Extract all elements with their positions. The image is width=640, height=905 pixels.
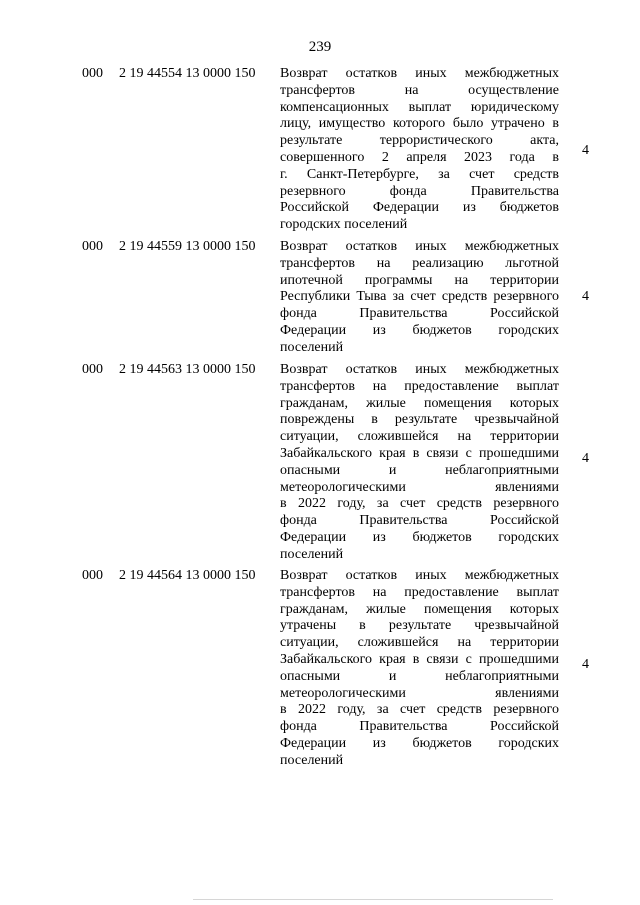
- description-line: повреждены в результате чрезвычайной: [280, 412, 559, 428]
- description-line: гражданам, жилые помещения которых: [280, 395, 559, 411]
- description-line: Возврат остатков иных межбюджетных: [280, 239, 559, 254]
- description-line: лицу, имущество которого было утрачено в: [280, 116, 559, 132]
- page-number: 239: [308, 39, 332, 55]
- amount-value: 4: [582, 451, 589, 466]
- description-line: метеорологическими явлениями: [280, 685, 559, 701]
- description-line: городских поселений: [280, 217, 408, 233]
- row-description: [280, 568, 559, 770]
- description-line: Возврат остатков иных межбюджетных: [280, 66, 559, 81]
- description-line: Федерации из бюджетов городских: [280, 735, 559, 751]
- description-line: фонда Правительства Российской: [280, 719, 559, 735]
- description-line: трансфертов на осуществление: [280, 82, 559, 98]
- description-line: ситуации, сложившейся на территории: [280, 635, 559, 651]
- description-line: трансфертов на предоставление выплат: [280, 378, 559, 394]
- description-line: поселений: [280, 339, 344, 355]
- description-line: Российской Федерации из бюджетов: [280, 200, 559, 216]
- description-line: Забайкальского края в связи с прошедшими: [280, 445, 559, 461]
- budget-classification-code: 2 19 44564 13 0000 150: [119, 568, 256, 583]
- admin-code: 000: [82, 568, 103, 583]
- budget-classification-code: 2 19 44563 13 0000 150: [119, 362, 256, 377]
- budget-classification-code: 2 19 44554 13 0000 150: [119, 66, 256, 81]
- scan-edge-line: [193, 899, 553, 900]
- description-line: резервного фонда Правительства: [280, 183, 559, 199]
- admin-code: 000: [82, 239, 103, 254]
- admin-code: 000: [82, 362, 103, 377]
- description-line: совершенного 2 апреля 2023 года в: [280, 149, 559, 165]
- description-line: поселений: [280, 752, 344, 768]
- description-line: Возврат остатков иных межбюджетных: [280, 362, 559, 377]
- description-line: Возврат остатков иных межбюджетных: [280, 568, 559, 583]
- description-line: опасными и неблагоприятными: [280, 462, 559, 478]
- description-line: утрачены в результате чрезвычайной: [280, 618, 559, 634]
- budget-classification-code: 2 19 44559 13 0000 150: [119, 239, 256, 254]
- description-line: опасными и неблагоприятными: [280, 668, 559, 684]
- description-line: ипотечной программы на территории: [280, 272, 559, 288]
- description-line: трансфертов на реализацию льготной: [280, 255, 559, 271]
- description-line: Федерации из бюджетов городских: [280, 529, 559, 545]
- row-description: [280, 239, 559, 357]
- description-line: в 2022 году, за счет средств резервного: [280, 702, 559, 718]
- description-line: фонда Правительства Российской: [280, 306, 559, 322]
- amount-value: 4: [582, 289, 589, 304]
- admin-code: 000: [82, 66, 103, 81]
- description-line: трансфертов на предоставление выплат: [280, 584, 559, 600]
- description-line: гражданам, жилые помещения которых: [280, 601, 559, 617]
- description-line: компенсационных выплат юридическому: [280, 99, 559, 115]
- description-line: фонда Правительства Российской: [280, 513, 559, 529]
- description-line: Забайкальского края в связи с прошедшими: [280, 651, 559, 667]
- row-description: [280, 362, 559, 564]
- row-description: [280, 66, 559, 234]
- amount-value: 4: [582, 143, 589, 158]
- description-line: в 2022 году, за счет средств резервного: [280, 496, 559, 512]
- description-line: метеорологическими явлениями: [280, 479, 559, 495]
- description-line: Республики Тыва за счет средств резервного: [280, 289, 559, 305]
- description-line: поселений: [280, 546, 344, 562]
- description-line: Федерации из бюджетов городских: [280, 322, 559, 338]
- description-line: г. Санкт-Петербурге, за счет средств: [280, 166, 559, 182]
- description-line: ситуации, сложившейся на территории: [280, 429, 559, 445]
- description-line: результате террористического акта,: [280, 133, 559, 149]
- amount-value: 4: [582, 657, 589, 672]
